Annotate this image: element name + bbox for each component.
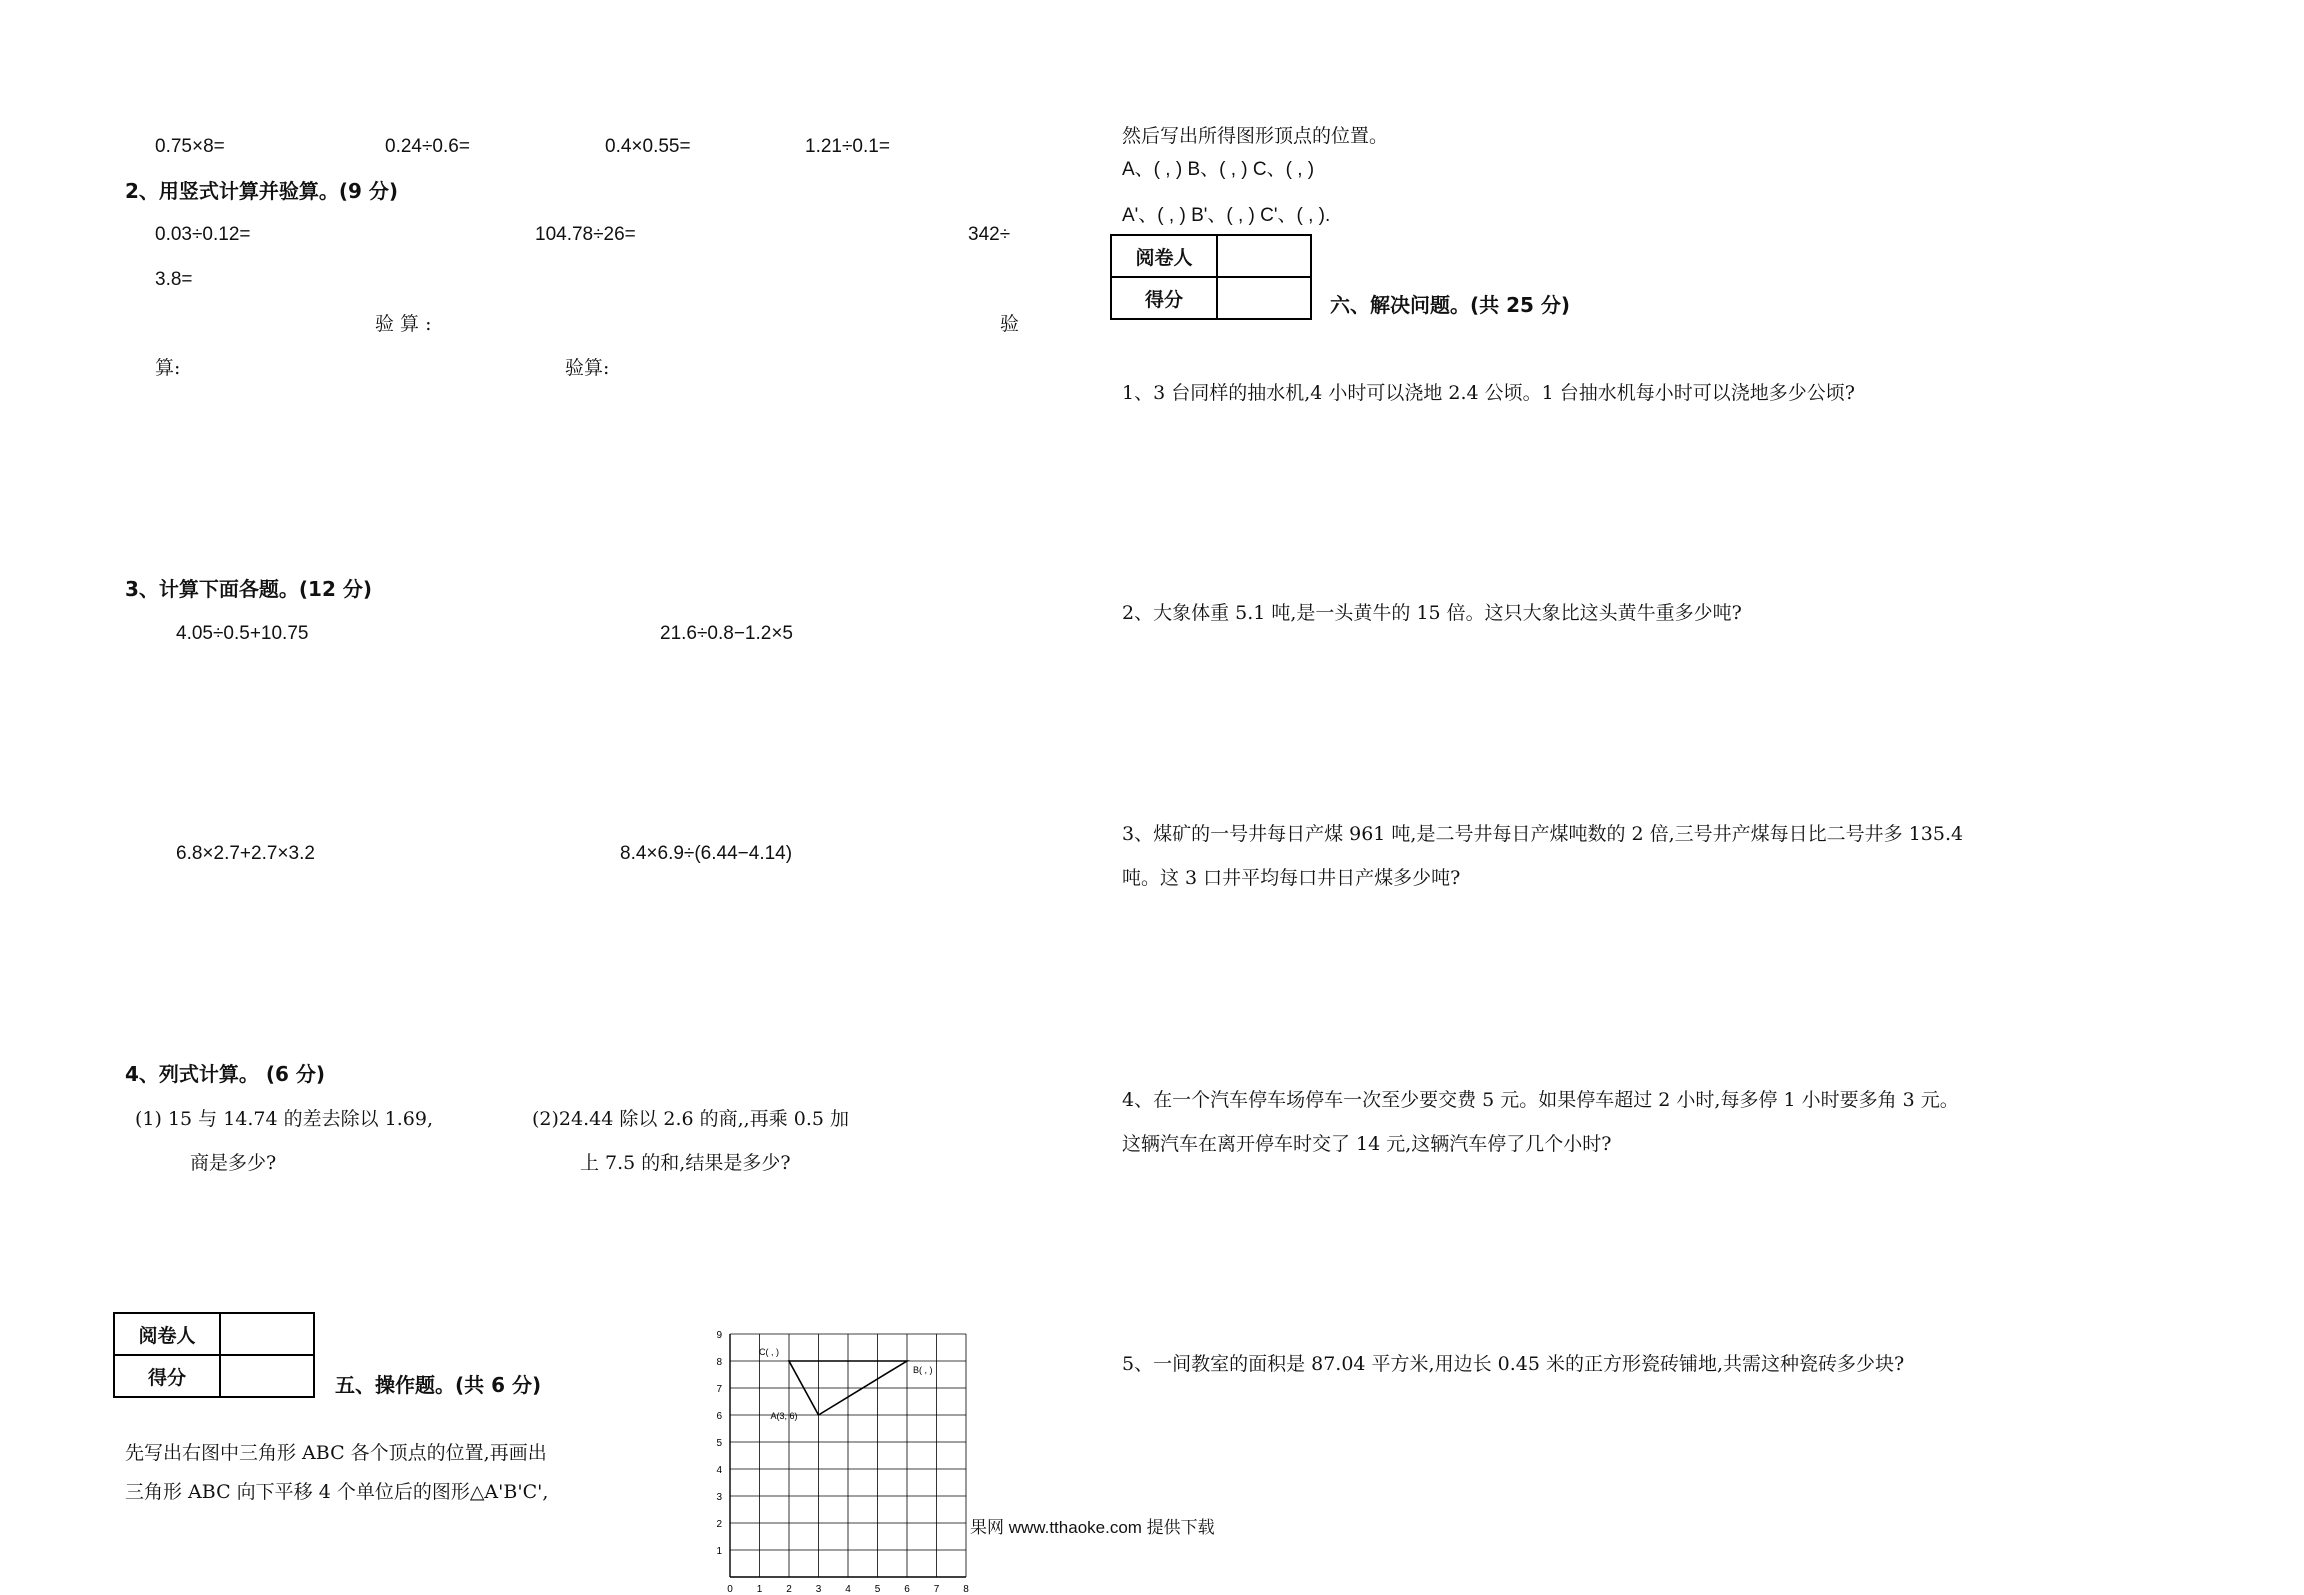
x-tick-label: 4	[845, 1584, 851, 1595]
y-tick-label: 8	[716, 1357, 722, 1368]
x-tick-label: 3	[815, 1584, 822, 1595]
q5-line-1: 先写出右图中三角形 ABC 各个顶点的位置,再画出	[125, 1442, 547, 1464]
x-axis-ticks	[727, 1584, 969, 1595]
x-tick-label: 7	[933, 1584, 940, 1595]
q3-title: 3、计算下面各题。(12 分)	[125, 577, 372, 601]
reviewer-label: 阅卷人	[114, 1313, 220, 1355]
q1-item-4: 1.21÷0.1=	[805, 136, 890, 157]
coords-line-2: A'、( , ) B'、( , ) C'、( , ).	[1122, 205, 1331, 226]
x-tick-label: 8	[963, 1584, 969, 1595]
q2-item-3: 342÷	[968, 224, 1011, 245]
y-tick-label: 9	[716, 1330, 722, 1341]
score-box-left	[113, 1312, 315, 1398]
q3-item-4: 8.4×6.9÷(6.44−4.14)	[620, 843, 793, 864]
score-cell[interactable]	[1217, 277, 1311, 319]
q2-item-2: 104.78÷26=	[535, 224, 636, 245]
q4-title: 4、列式计算。 (6 分)	[125, 1062, 326, 1086]
q2-check-label-2: 验	[1000, 313, 1020, 335]
score-cell[interactable]	[220, 1355, 314, 1397]
q3-item-3: 6.8×2.7+2.7×3.2	[176, 843, 315, 864]
score-box-right	[1110, 234, 1312, 320]
q3-item-2: 21.6÷0.8−1.2×5	[660, 623, 793, 644]
q5-line-2: 三角形 ABC 向下平移 4 个单位后的图形△A'B'C',	[125, 1481, 549, 1503]
q5-title: 五、操作题。(共 6 分)	[335, 1373, 542, 1397]
q2-check-label-3: 验算:	[565, 357, 610, 379]
q2-check-label-2-cont: 算:	[155, 357, 181, 379]
coordinate-grid	[700, 1325, 980, 1595]
q6-problem-2: 2、大象体重 5.1 吨,是一头黄牛的 15 倍。这只大象比这头黄牛重多少吨?	[1122, 602, 1742, 624]
y-tick-label: 2	[716, 1519, 722, 1530]
y-axis-ticks	[716, 1330, 722, 1557]
q1-item-1: 0.75×8=	[155, 136, 225, 157]
x-tick-label: 5	[874, 1584, 881, 1595]
q2-title: 2、用竖式计算并验算。(9 分)	[125, 179, 399, 203]
y-tick-label: 7	[716, 1384, 722, 1395]
q2-check-label-1: 验 算 :	[375, 313, 432, 335]
score-label: 得分	[1111, 277, 1217, 319]
point-a-label: A(3, 6)	[770, 1411, 798, 1421]
point-b-label: B( , )	[913, 1365, 933, 1375]
q4-problem-1-line-2: 商是多少?	[190, 1152, 277, 1174]
coords-line-1: A、( , ) B、( , ) C、( , )	[1122, 159, 1315, 180]
q3-item-1: 4.05÷0.5+10.75	[176, 623, 309, 644]
x-tick-label: 2	[786, 1584, 792, 1595]
q6-title: 六、解决问题。(共 25 分)	[1330, 293, 1571, 317]
q6-problem-3-line-2: 吨。这 3 口井平均每口井日产煤多少吨?	[1122, 867, 1461, 889]
y-tick-label: 6	[716, 1411, 722, 1422]
reviewer-cell[interactable]	[1217, 235, 1311, 277]
q6-problem-1: 1、3 台同样的抽水机,4 小时可以浇地 2.4 公顷。1 台抽水机每小时可以浇地多少公顷?	[1122, 382, 1855, 404]
reviewer-label: 阅卷人	[1111, 235, 1217, 277]
q4-problem-2-line-1: (2)24.44 除以 2.6 的商,,再乘 0.5 加	[532, 1108, 850, 1130]
x-tick-label: 1	[756, 1584, 763, 1595]
point-c-label: C( , )	[759, 1347, 779, 1357]
y-tick-label: 1	[716, 1546, 722, 1557]
footer-watermark: 果网 www.tthaoke.com 提供下载	[970, 1518, 1215, 1537]
q6-problem-4-line-1: 4、在一个汽车停车场停车一次至少要交费 5 元。如果停车超过 2 小时,每多停 1 小时要多角 3 元。	[1122, 1089, 1959, 1111]
x-tick-label: 6	[904, 1584, 910, 1595]
y-tick-label: 3	[716, 1492, 722, 1503]
q6-problem-3-line-1: 3、煤矿的一号井每日产煤 961 吨,是二号井每日产煤吨数的 2 倍,三号井产煤每日比二号井多 135.4	[1122, 823, 1964, 845]
q1-item-2: 0.24÷0.6=	[385, 136, 470, 157]
q1-item-3: 0.4×0.55=	[605, 136, 691, 157]
y-tick-label: 5	[716, 1438, 722, 1449]
q6-problem-4-line-2: 这辆汽车在离开停车时交了 14 元,这辆汽车停了几个小时?	[1122, 1133, 1612, 1155]
q5-continuation: 然后写出所得图形顶点的位置。	[1122, 125, 1389, 147]
q4-problem-1-line-1: (1) 15 与 14.74 的差去除以 1.69,	[135, 1108, 434, 1130]
q6-problem-5: 5、一间教室的面积是 87.04 平方米,用边长 0.45 米的正方形瓷砖铺地,共需这种瓷砖多少块?	[1122, 1353, 1905, 1375]
x-tick-label: 0	[727, 1584, 733, 1595]
q4-problem-2-line-2: 上 7.5 的和,结果是多少?	[580, 1152, 791, 1174]
q2-item-1: 0.03÷0.12=	[155, 224, 251, 245]
reviewer-cell[interactable]	[220, 1313, 314, 1355]
q2-item-3-cont: 3.8=	[155, 269, 193, 290]
y-tick-label: 4	[716, 1465, 722, 1476]
score-label: 得分	[114, 1355, 220, 1397]
